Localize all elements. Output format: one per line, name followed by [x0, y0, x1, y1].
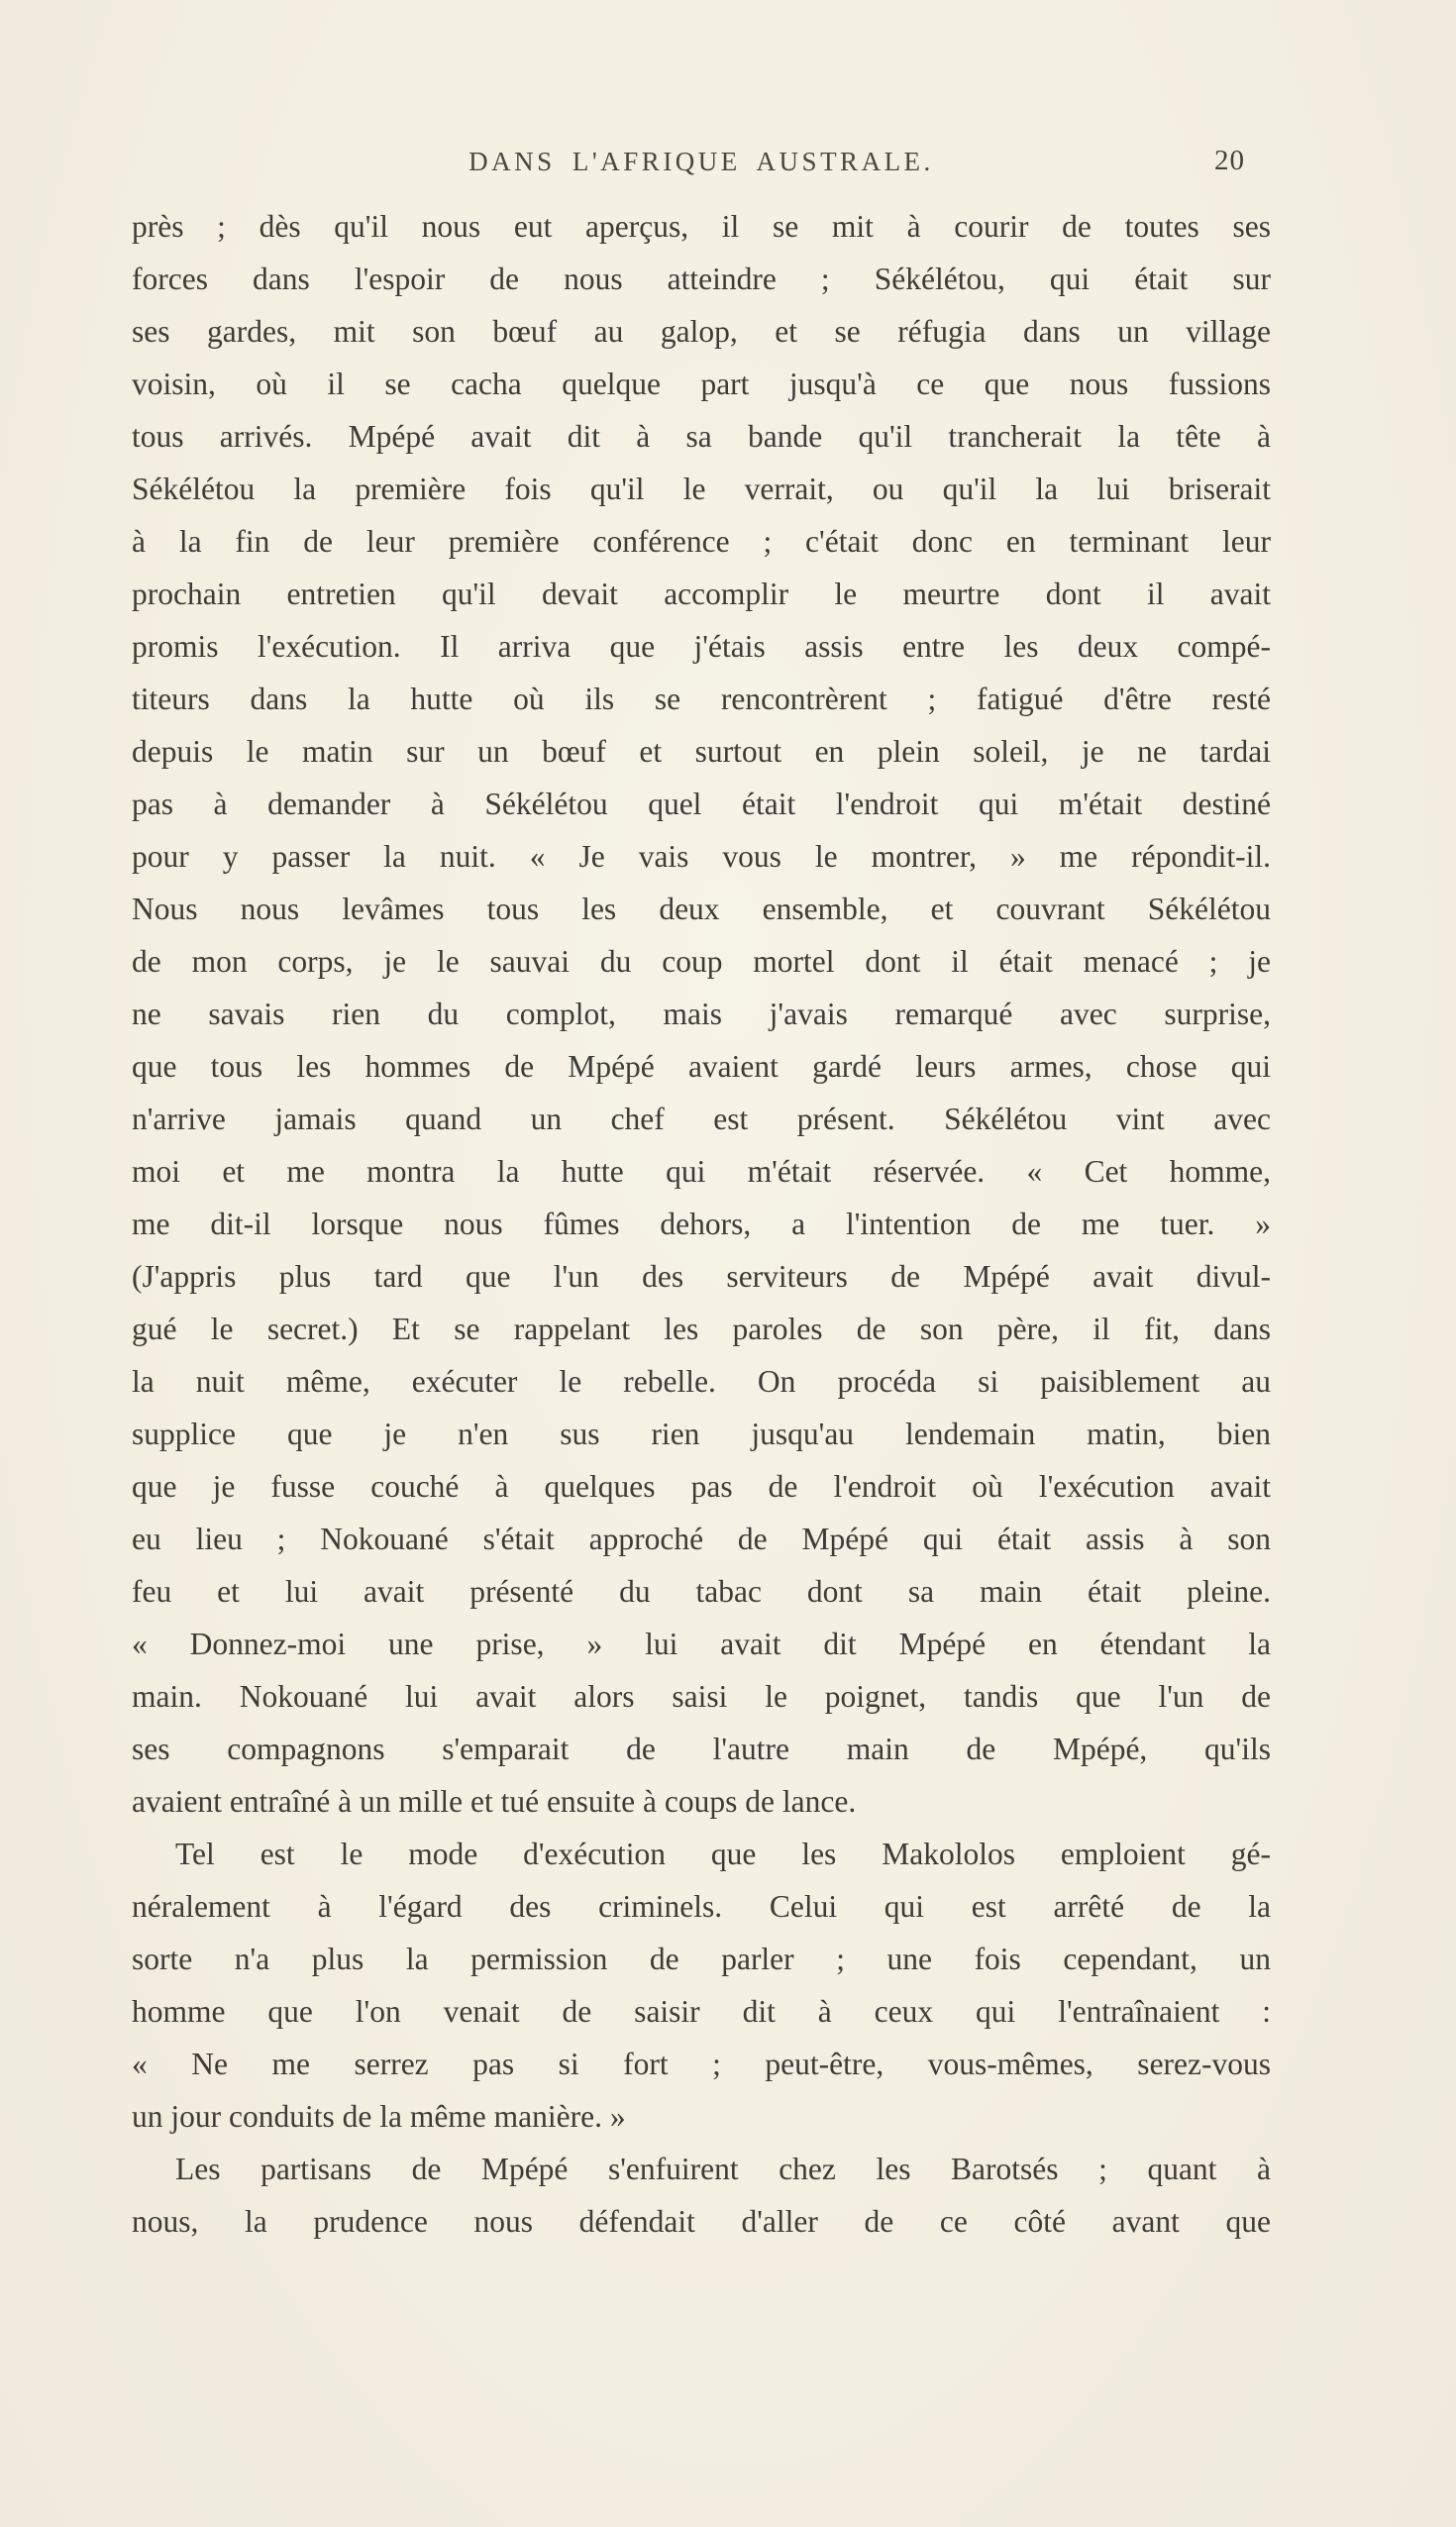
text-line: voisin, où il se cacha quelque part jusqu'à ce que nous fussions	[132, 367, 1271, 401]
text-line: Nous nous levâmes tous les deux ensemble, et couvrant Sékélétou	[132, 892, 1271, 926]
text-line: pas à demander à Sékélétou quel était l'endroit qui m'était destiné	[132, 787, 1271, 821]
type-block	[132, 147, 1271, 2248]
text-line: tous arrivés. Mpépé avait dit à sa bande qu'il trancherait la tête à	[132, 419, 1271, 454]
text-line: nous, la prudence nous défendait d'aller de ce côté avant que	[132, 2204, 1271, 2239]
text-line: feu et lui avait présenté du tabac dont sa main était pleine.	[132, 1574, 1271, 1609]
text-line: forces dans l'espoir de nous atteindre ; Sékélétou, qui était sur	[132, 262, 1271, 296]
text-line: moi et me montra la hutte qui m'était réservée. « Cet homme,	[132, 1154, 1271, 1189]
text-line: ses compagnons s'emparait de l'autre main de Mpépé, qu'ils	[132, 1732, 1271, 1766]
text-line: néralement à l'égard des criminels. Celui qui est arrêté de la	[132, 1889, 1271, 1924]
text-line: promis l'exécution. Il arriva que j'étais assis entre les deux compé-	[132, 629, 1271, 664]
text-line: pour y passer la nuit. « Je vais vous le montrer, » me répondit-il.	[132, 839, 1271, 874]
text-line: homme que l'on venait de saisir dit à ceux qui l'entraînaient :	[132, 1994, 1271, 2029]
text-line: un jour conduits de la même manière. »	[132, 2099, 626, 2134]
text-line: la nuit même, exécuter le rebelle. On procéda si paisiblement au	[132, 1364, 1271, 1399]
page-number: 20	[1214, 145, 1245, 176]
text-line: n'arrive jamais quand un chef est présent. Sékélétou vint avec	[132, 1102, 1271, 1136]
paragraph	[132, 200, 1271, 1828]
text-line: depuis le matin sur un bœuf et surtout en plein soleil, je ne tardai	[132, 734, 1271, 769]
page-header	[132, 147, 1271, 188]
text-line: avaient entraîné à un mille et tué ensuite à coups de lance.	[132, 1784, 857, 1819]
running-title: DANS L'AFRIQUE AUSTRALE.	[468, 147, 934, 176]
text-line: sorte n'a plus la permission de parler ; une fois cependant, un	[132, 1942, 1271, 1976]
text-line: (J'appris plus tard que l'un des serviteurs de Mpépé avait divul-	[132, 1259, 1271, 1294]
text-line: gué le secret.) Et se rappelant les paroles de son père, il fit, dans	[132, 1312, 1271, 1346]
text-line: titeurs dans la hutte où ils se rencontrèrent ; fatigué d'être resté	[132, 682, 1271, 716]
text-line: « Donnez-moi une prise, » lui avait dit Mpépé en étendant la	[132, 1627, 1271, 1661]
text-line: Tel est le mode d'exécution que les Makololos emploient gé-	[175, 1837, 1271, 1871]
text-line: Sékélétou la première fois qu'il le verrait, ou qu'il la lui briserait	[132, 472, 1271, 506]
text-line: Les partisans de Mpépé s'enfuirent chez les Barotsés ; quant à	[175, 2152, 1271, 2186]
paragraph	[132, 2143, 1271, 2248]
text-line: supplice que je n'en sus rien jusqu'au lendemain matin, bien	[132, 1417, 1271, 1451]
text-line: de mon corps, je le sauvai du coup mortel dont il était menacé ; je	[132, 944, 1271, 979]
text-line: que tous les hommes de Mpépé avaient gardé leurs armes, chose qui	[132, 1049, 1271, 1084]
text-line: eu lieu ; Nokouané s'était approché de Mpépé qui était assis à son	[132, 1522, 1271, 1556]
text-line: me dit-il lorsque nous fûmes dehors, a l'intention de me tuer. »	[132, 1207, 1271, 1241]
text-line: prochain entretien qu'il devait accomplir le meurtre dont il avait	[132, 577, 1271, 611]
text-line: que je fusse couché à quelques pas de l'endroit où l'exécution avait	[132, 1469, 1271, 1504]
text-line: près ; dès qu'il nous eut aperçus, il se mit à courir de toutes ses	[132, 209, 1271, 244]
paragraph	[132, 1828, 1271, 2143]
text-line: main. Nokouané lui avait alors saisi le poignet, tandis que l'un de	[132, 1679, 1271, 1714]
text-line: ses gardes, mit son bœuf au galop, et se réfugia dans un village	[132, 314, 1271, 349]
text-line: ne savais rien du complot, mais j'avais remarqué avec surprise,	[132, 997, 1271, 1031]
text-line: à la fin de leur première conférence ; c'était donc en terminant leur	[132, 524, 1271, 559]
page-body	[132, 200, 1271, 2248]
text-line: « Ne me serrez pas si fort ; peut-être, vous-mêmes, serez-vous	[132, 2047, 1271, 2081]
